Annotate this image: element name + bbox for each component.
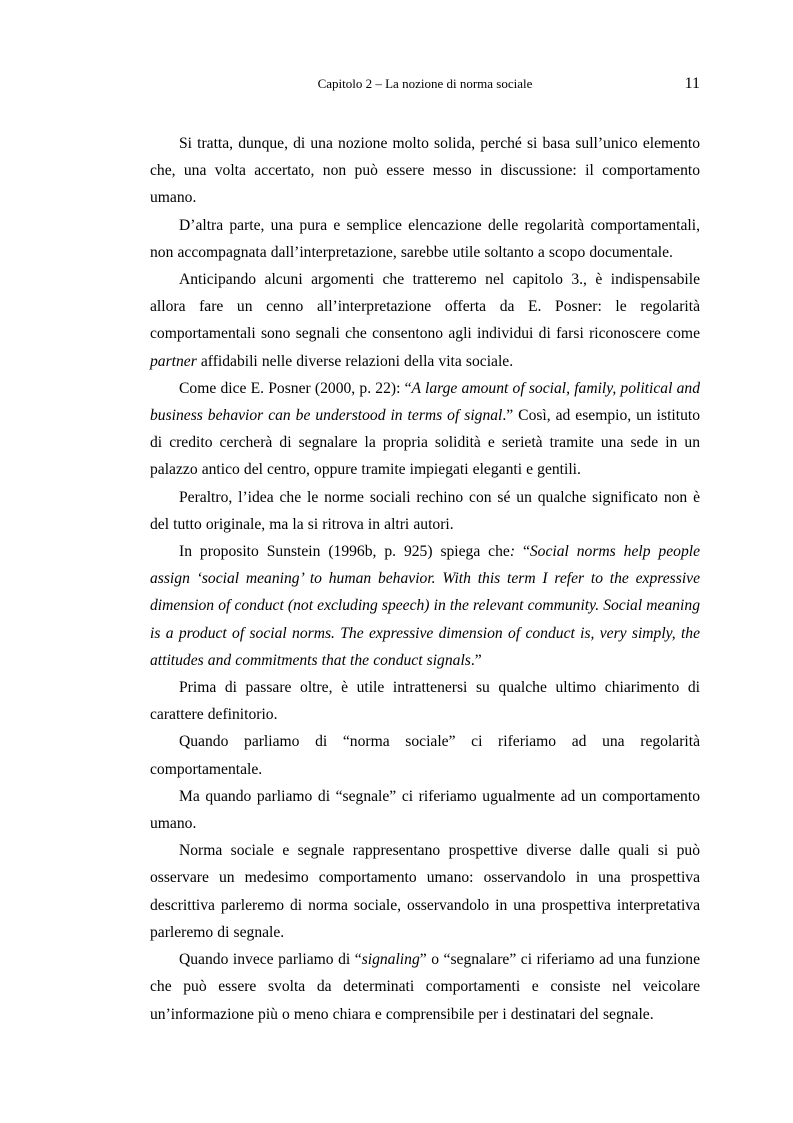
text-run: Quando parliamo di “norma sociale” ci riferiamo ad una regolarità comportamentale. — [150, 733, 700, 778]
text-run: Anticipando alcuni argomenti che tratteremo nel capitolo 3., è indispensabile allora fare un cenno all’interpretazione offerta da E. Posner: le regolarità comportamentali sono segnali che consentono agli individui di farsi riconoscere come — [150, 271, 700, 343]
italic-text: : — [509, 543, 516, 561]
text-run: Quando invece parliamo di “ — [179, 951, 362, 969]
paragraph — [150, 728, 700, 782]
text-run: Si tratta, dunque, di una nozione molto solida, perché si basa sull’unico elemento che, una volta accertato, non può essere messo in discussione: il comportamento umano. — [150, 135, 700, 207]
paragraph — [150, 212, 700, 266]
paragraph — [150, 484, 700, 538]
paragraph — [150, 375, 700, 484]
page-number: 11 — [684, 75, 700, 92]
text-run: affidabili nelle diverse relazioni della vita sociale. — [196, 352, 514, 370]
italic-text: Social norms help people assign ‘social meaning’ to human behavior. With this term I refer to the expressive dimension of conduct (not excluding speech) in the relevant community. Social meaning is a product of social norms. The expressive dimension of conduct is, very simply, the attitudes and commitments that the conduct signals — [150, 543, 700, 669]
text-run: Prima di passare oltre, è utile intrattenersi su qualche ultimo chiarimento di carattere definitorio. — [150, 679, 700, 724]
body-text — [150, 130, 700, 1028]
text-run: Ma quando parliamo di “segnale” ci riferiamo ugualmente ad un comportamento umano. — [150, 787, 700, 833]
paragraph — [150, 783, 700, 837]
paragraph — [150, 674, 700, 728]
italic-text: A large amount of social, family, political and business behavior can be understood in terms of signal — [150, 379, 700, 425]
text-run: Norma sociale e segnale rappresentano prospettive diverse dalle quali si può osservare un medesimo comportamento umano: osservandolo in una prospettiva descrittiva parleremo di norma sociale, osservandolo in una prospettiva interpretativa parleremo di segnale. — [150, 842, 700, 941]
text-run: ” o “segnalare” ci riferiamo ad una funzione che può essere svolta da determinati comportamenti e consiste nel veicolare un’informazione più o meno chiara e comprensibile per i destinatari del segnale. — [150, 951, 700, 1023]
text-run: D’altra parte, una pura e semplice elencazione delle regolarità comportamentali, non accompagnata dall’interpretazione, sarebbe utile soltanto a scopo documentale. — [150, 216, 700, 261]
text-run: In proposito Sunstein (1996b, p. 925) spiega che — [179, 543, 510, 561]
paragraph — [150, 266, 700, 375]
paragraph — [150, 538, 700, 674]
paragraph — [150, 837, 700, 946]
text-run: Peraltro, l’idea che le norme sociali rechino con sé un qualche significato non è del tutto originale, ma la si ritrova in altri autori. — [150, 488, 700, 533]
text-run: “ — [515, 543, 530, 561]
text-run: Come dice E. Posner (2000, p. 22): “ — [179, 379, 412, 397]
paragraph — [150, 130, 700, 212]
running-header-title: Capitolo 2 – La nozione di norma sociale — [317, 76, 533, 91]
paragraph — [150, 946, 700, 1028]
italic-text: signaling — [361, 951, 420, 969]
text-run: .” — [470, 651, 482, 669]
text-run: .” Così, ad esempio, un istituto di credito cercherà di segnalare la propria solidità e serietà tramite una sede in un palazzo antico del centro, oppure tramite impiegati eleganti e gentili. — [150, 407, 700, 479]
italic-text: partner — [150, 352, 197, 370]
